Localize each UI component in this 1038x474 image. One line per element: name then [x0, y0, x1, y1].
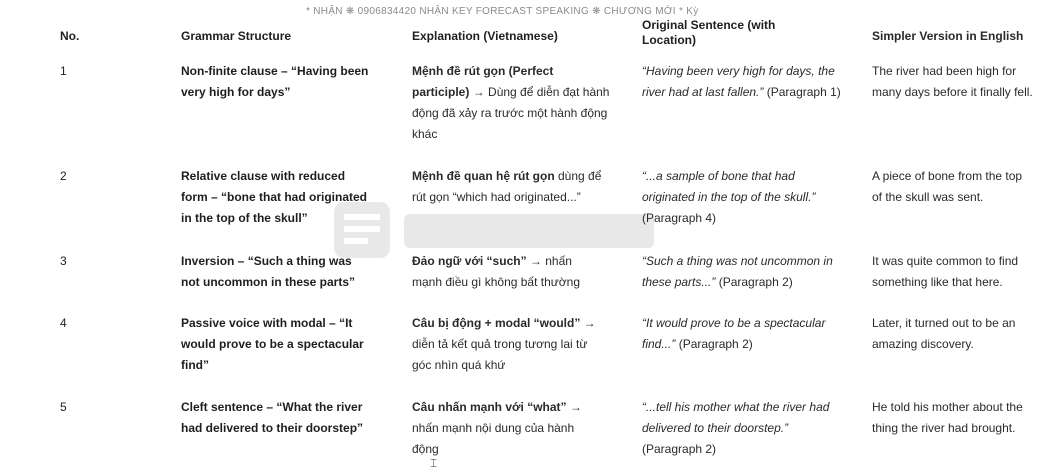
row-5-explanation [412, 397, 596, 460]
header-grammar: Grammar Structure [181, 29, 292, 43]
row-5-explanation-bold: Câu nhấn mạnh với “what” [412, 400, 567, 414]
row-1-original [642, 61, 842, 103]
row-3-original-text: “Such a thing was not uncommon in these parts...” [642, 254, 833, 289]
row-2-grammar: Relative clause with reduced form – “bone that had originated in the top of the skull” [181, 169, 368, 225]
row-2-location: (Paragraph 4) [642, 211, 717, 225]
row-4-explanation-bold: Câu bị động + modal “would” [412, 316, 581, 330]
row-2-simpler: A piece of bone from the top of the skull was sent. [872, 169, 1023, 204]
row-3-explanation-rest: → nhấn mạnh điều gì không bất thường [412, 254, 581, 289]
header-original-line2: Location) [642, 33, 696, 47]
row-4-explanation-rest: → diễn tả kết quả trong tương lai từ góc nhìn quá khứ [412, 316, 596, 372]
row-3-explanation-bold: Đảo ngữ với “such” [412, 254, 527, 268]
row-5-original [642, 397, 842, 460]
header-no: No. [60, 29, 80, 43]
header-simpler: Simpler Version in English [872, 29, 1024, 43]
row-1-explanation-rest: → Dùng để diễn đạt hành động đã xảy ra trước một hành động khác [412, 85, 610, 141]
row-1-explanation [412, 61, 612, 145]
row-5-location: (Paragraph 2) [642, 442, 717, 456]
header-original [642, 15, 852, 51]
row-4-no: 4 [60, 316, 67, 330]
row-3-no: 3 [60, 254, 67, 268]
row-5-original-text: “...tell his mother what the river had delivered to their doorstep.” [642, 400, 830, 435]
row-2-original [642, 166, 842, 229]
row-4-simpler: Later, it turned out to be an amazing discovery. [872, 316, 1016, 351]
row-2-explanation-rest: dùng để rút gọn “which had originated...” [412, 169, 602, 204]
row-2-no: 2 [60, 169, 67, 183]
row-4-grammar: Passive voice with modal – “It would prove to be a spectacular find” [181, 316, 364, 372]
row-5-grammar: Cleft sentence – “What the river had delivered to their doorstep” [181, 400, 364, 435]
row-1-no: 1 [60, 64, 67, 78]
header-explanation: Explanation (Vietnamese) [412, 29, 558, 43]
row-3-original [642, 251, 842, 293]
row-4-explanation [412, 313, 606, 376]
row-3-grammar: Inversion – “Such a thing was not uncommon in these parts” [181, 254, 356, 289]
row-2-explanation [412, 166, 602, 208]
row-3-location: (Paragraph 2) [715, 275, 793, 289]
row-5-no: 5 [60, 400, 67, 414]
row-5-simpler: He told his mother about the thing the river had brought. [872, 400, 1023, 435]
row-1-location: (Paragraph 1) [763, 85, 841, 99]
row-3-simpler: It was quite common to find something like that here. [872, 254, 1019, 289]
header-original-line1: Original Sentence (with [642, 18, 776, 32]
row-4-original [642, 313, 842, 355]
row-1-original-text: “Having been very high for days, the river had at last fallen.” [642, 64, 835, 99]
watermark-banner: * NHẬN ❋ 0906834420 NHẬN KEY FORECAST SPEAKING ❋ CHƯƠNG MỚI * Kỳ [306, 6, 699, 17]
text-cursor-icon: ⌶ [430, 456, 438, 470]
row-1-simpler: The river had been high for many days before it finally fell. [872, 64, 1033, 99]
row-1-grammar: Non-finite clause – “Having been very high for days” [181, 64, 369, 99]
row-2-explanation-bold: Mệnh đề quan hệ rút gọn [412, 169, 555, 183]
row-1-explanation-bold: Mệnh đề rút gọn (Perfect participle) [412, 64, 554, 99]
row-2-original-text: “...a sample of bone that had originated in the top of the skull.” [642, 169, 816, 204]
row-4-original-text: “It would prove to be a spectacular find...” [642, 316, 826, 351]
row-4-location: (Paragraph 2) [675, 337, 753, 351]
row-5-explanation-rest: → nhấn mạnh nội dung của hành động [412, 400, 582, 456]
row-3-explanation [412, 251, 602, 293]
